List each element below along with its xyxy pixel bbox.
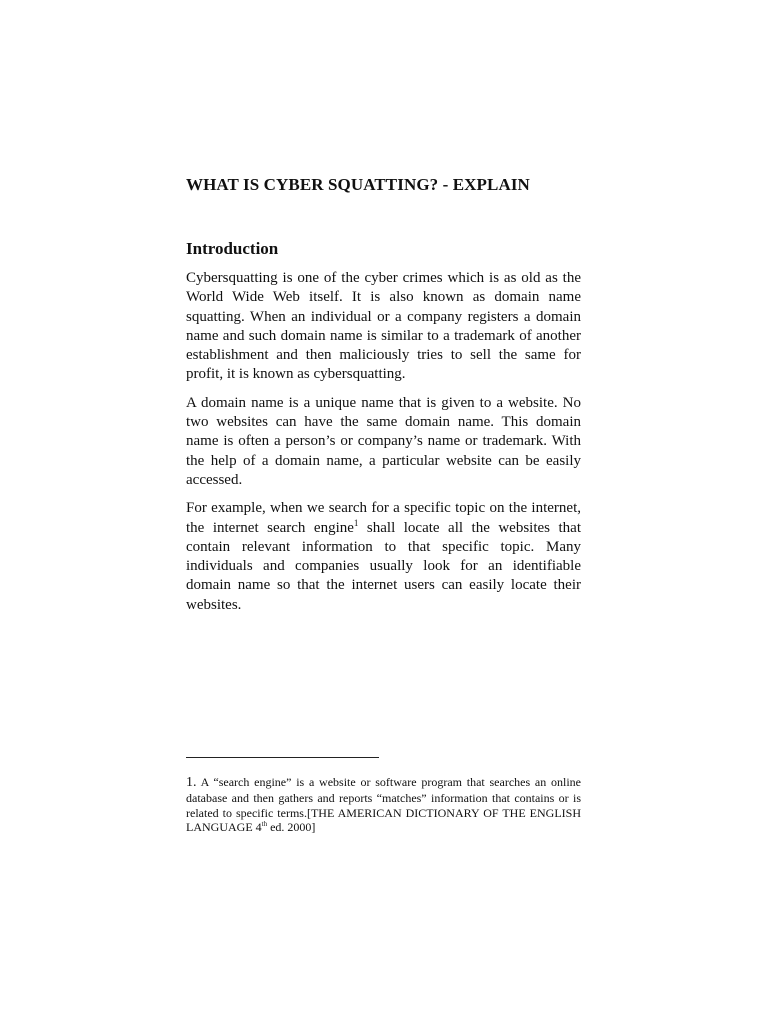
paragraph-3-text-before-ref: For example, when we search for a specific topic on the internet, the internet search engine xyxy=(186,500,581,536)
paragraph-2: A domain name is a unique name that is given to a website. No two websites can have the same domain name. This domain name is often a person’s or company’s name or trademark. With the help of a domain name, a particular website can be easily accessed. xyxy=(186,394,581,488)
section-heading: Introduction xyxy=(186,239,279,258)
document-title: WHAT IS CYBER SQUATTING? - EXPLAIN xyxy=(186,175,530,194)
footnote-separator xyxy=(186,757,379,758)
paragraph-3 xyxy=(186,499,581,615)
paragraph-3-text-after-ref: shall locate all the websites that contain relevant information to that specific topic. Many individuals and companies usually look for an identifiable domain name so that the internet users can easily locate their websites. xyxy=(186,519,581,613)
paragraph-1: Cybersquatting is one of the cyber crimes which is as old as the World Wide Web itself. It is also known as domain name squatting. When an individual or a company registers a domain name and such domain name is similar to a trademark of another establishment and then maliciously tries to sell the same for profit, it is known as cybersquatting. xyxy=(186,270,581,383)
footnote-text-end: ed. 2000] xyxy=(267,820,316,835)
footnote-number: 1. xyxy=(186,775,197,790)
footnote-superscript: th xyxy=(261,820,268,829)
footnote xyxy=(186,775,581,835)
footnote-text: A “search engine” is a website or software program that searches an online database and then gathers and reports “matches” information that contains or is related to specific terms.[THE AMERICAN DICTIONARY OF THE ENGLISH LANGUAGE 4 xyxy=(186,775,581,835)
body-text xyxy=(186,269,581,624)
footnote-reference: 1 xyxy=(353,517,359,528)
